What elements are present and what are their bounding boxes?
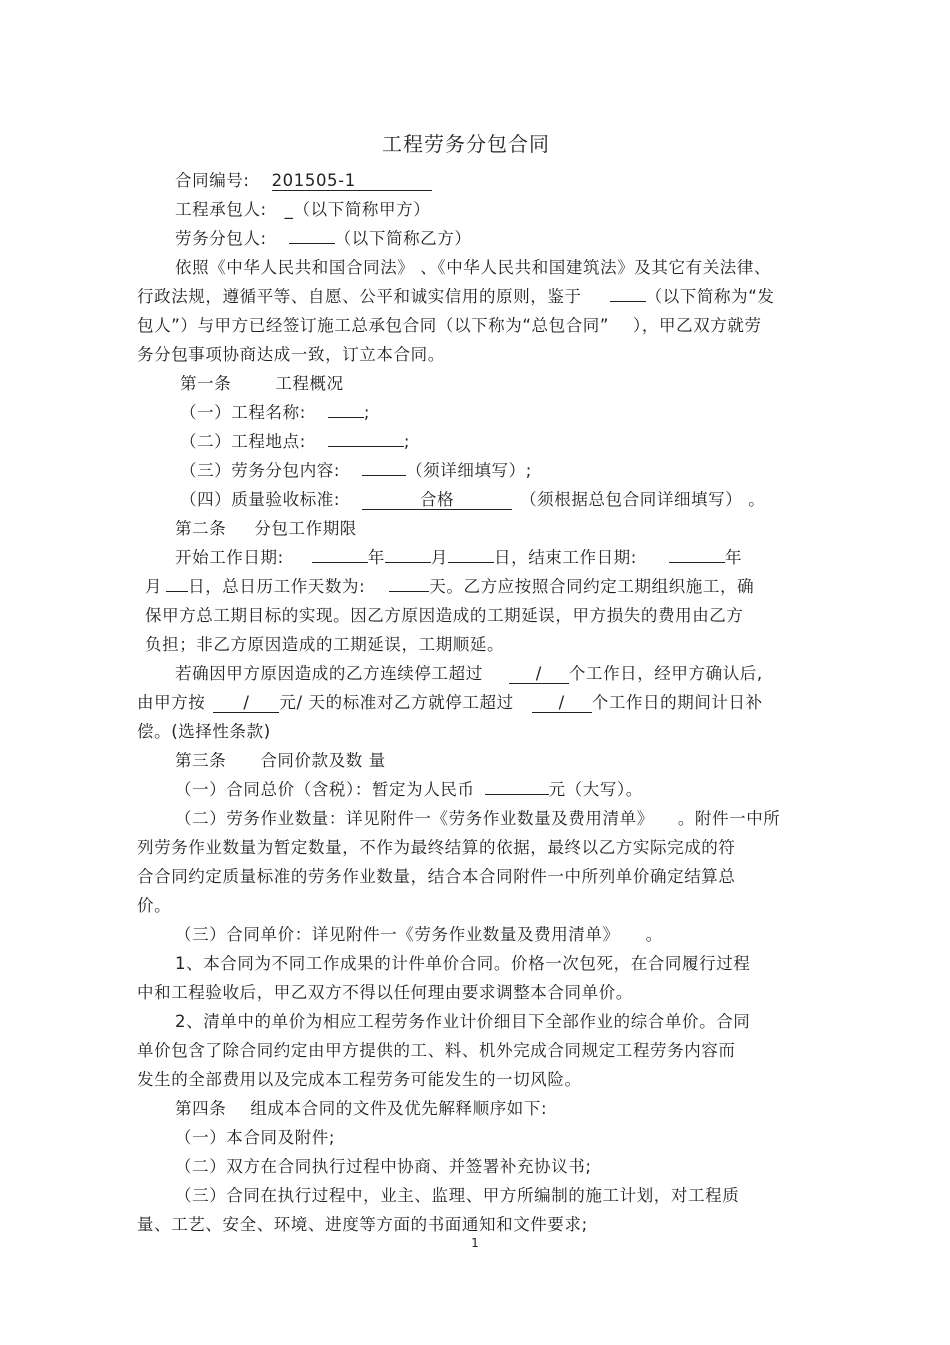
intro-text: 行政法规，遵循平等、自愿、公平和诚实信用的原则，鉴于 — [137, 287, 582, 306]
article-name: 工程概况 — [275, 374, 344, 393]
document-order-item-2: （二）双方在合同执行过程中协商、并签署补充协议书; — [175, 1157, 592, 1176]
document-title: 工程劳务分包合同 — [382, 132, 550, 156]
project-name-blank — [328, 417, 364, 418]
year-unit: 年 — [367, 548, 385, 567]
work-period-line-4: 负担；非乙方原因造成的工期延误，工期顺延。 — [145, 635, 505, 654]
document-order-item-3-line-1: （三）合同在执行过程中，业主、监理、甲方所编制的施工计划，对工程质 — [175, 1186, 740, 1205]
contractor-blank: _ — [284, 200, 294, 219]
stoppage-text: 由甲方按 — [137, 693, 206, 712]
total-price-label: （一）合同总价（含税）：暂定为人民币 — [175, 780, 475, 799]
stoppage-line-3: 偿。(选择性条款) — [137, 722, 271, 741]
quality-standard-value: 合格 — [362, 491, 512, 510]
stoppage-days-blank: / — [509, 665, 569, 684]
intro-text: 包人”）与甲方已经签订施工总承包合同（以下称为“总包合同” — [137, 316, 610, 335]
total-days-label: 日，总日历工作天数为: — [188, 577, 366, 596]
total-price-unit: 元（大写）。 — [548, 780, 643, 799]
article-name: 分包工作期限 — [254, 519, 357, 538]
end-day-blank — [166, 591, 188, 592]
quantity-line-4: 价。 — [137, 896, 172, 915]
punct: 。 — [645, 925, 663, 944]
stoppage-text: 若确因甲方原因造成的乙方连续停工超过 — [175, 664, 483, 683]
contract-no-label: 合同编号: — [175, 171, 250, 190]
stoppage-line-1 — [175, 663, 763, 685]
unit-price-clause-2-line-2: 单价包含了除合同约定由甲方提供的工、料、机外完成合同规定工程劳务内容而 — [137, 1041, 736, 1060]
article-number: 第一条 — [180, 374, 232, 393]
punct: ; — [403, 432, 411, 451]
intro-line-2 — [137, 286, 774, 308]
project-location-line — [180, 431, 410, 453]
work-period-line-1 — [175, 547, 742, 569]
end-year-blank — [669, 562, 725, 563]
unit-price-clause-1-line-1: 1、本合同为不同工作成果的计件单价合同。价格一次包死，在合同履行过程 — [175, 954, 751, 973]
intro-line-1: 依照《中华人民共和国合同法》 、《中华人民共和国建筑法》及其它有关法律、 — [175, 258, 772, 277]
contractor-suffix: （以下简称甲方） — [293, 200, 431, 219]
stoppage-threshold-blank: / — [532, 694, 592, 713]
period-text: 天。乙方应按照合同约定工期组织施工，确 — [429, 577, 755, 596]
project-name-label: （一）工程名称: — [180, 403, 306, 422]
start-date-label: 开始工作日期: — [175, 548, 284, 567]
document-order-item-1: （一）本合同及附件; — [175, 1128, 336, 1147]
issuer-blank — [610, 301, 646, 302]
article-1-heading — [180, 373, 344, 395]
subcontractor-suffix: （以下简称乙方） — [334, 229, 472, 248]
total-days-blank — [389, 591, 429, 592]
month-unit: 月 — [430, 548, 448, 567]
quantity-text: 。附件一中所 — [677, 809, 781, 828]
document-order-item-3-line-2: 量、工艺、安全、环境、进度等方面的书面通知和文件要求; — [137, 1215, 588, 1234]
article-name: 合同价款及数 量 — [260, 751, 386, 770]
punct: ; — [363, 403, 371, 422]
quality-standard-note: （须根据总包合同详细填写） 。 — [520, 490, 766, 509]
unit-price-clause-1-line-2: 中和工程验收后，甲乙双方不得以任何理由要求调整本合同单价。 — [137, 983, 633, 1002]
contract-no-value: 201505-1 — [272, 172, 432, 191]
start-month-blank — [385, 562, 431, 563]
work-period-line-3: 保甲方总工期目标的实现。因乙方原因造成的工期延误，甲方损失的费用由乙方 — [145, 606, 744, 625]
project-name-line — [180, 402, 370, 424]
intro-text: （以下简称为“发 — [645, 287, 775, 306]
work-period-line-2 — [145, 576, 754, 598]
start-year-blank — [312, 562, 368, 563]
unit-price-clause-2-line-1: 2、清单中的单价为相应工程劳务作业计价细目下全部作业的综合单价。合同 — [175, 1012, 751, 1031]
stoppage-text: 个工作日的期间计日补 — [591, 693, 763, 712]
subcontractor-blank — [289, 243, 335, 244]
subcontractor-line — [175, 228, 471, 250]
page-number: 1 — [471, 1236, 479, 1250]
labor-content-blank — [362, 475, 406, 476]
quantity-text: （二）劳务作业数量：详见附件一《劳务作业数量及费用清单》 — [175, 809, 654, 828]
article-number: 第四条 — [175, 1099, 227, 1118]
intro-line-3 — [137, 315, 762, 337]
article-3-heading — [175, 750, 386, 772]
contractor-label: 工程承包人: — [175, 200, 267, 219]
labor-content-label: （三）劳务分包内容: — [180, 461, 341, 480]
project-location-label: （二）工程地点: — [180, 432, 306, 451]
unit-price-clause-2-line-3: 发生的全部费用以及完成本工程劳务可能发生的一切风险。 — [137, 1070, 582, 1089]
year-unit: 年 — [724, 548, 743, 567]
intro-line-4: 务分包事项协商达成一致，订立本合同。 — [137, 345, 445, 364]
quantity-line-1 — [175, 808, 780, 830]
total-price-line — [175, 779, 643, 801]
quality-standard-line — [180, 489, 765, 511]
stoppage-text: 元/ 天的标准对乙方就停工超过 — [279, 693, 514, 712]
project-location-blank — [328, 446, 404, 447]
labor-content-note: （须详细填写）; — [406, 461, 532, 480]
article-name: 组成本合同的文件及优先解释顺序如下: — [250, 1099, 548, 1118]
quantity-line-3: 合合同约定质量标准的劳务作业数量，结合本合同附件一中所列单价确定结算总 — [137, 867, 736, 886]
day-unit: 日， — [493, 548, 529, 567]
end-date-label: 结束工作日期: — [528, 548, 637, 567]
quality-standard-label: （四）质量验收标准: — [180, 490, 341, 509]
quantity-line-2: 列劳务作业数量为暂定数量，不作为最终结算的依据，最终以乙方实际完成的符 — [137, 838, 736, 857]
article-number: 第二条 — [175, 519, 227, 538]
stoppage-line-2 — [137, 692, 763, 714]
article-4-heading — [175, 1098, 547, 1120]
stoppage-text: 个工作日，经甲方确认后, — [568, 664, 763, 683]
labor-content-line — [180, 460, 532, 482]
unit-price-line — [175, 924, 663, 946]
unit-price-text: （三）合同单价：详见附件一《劳务作业数量及费用清单》 — [175, 925, 620, 944]
article-number: 第三条 — [175, 751, 227, 770]
subcontractor-label: 劳务分包人: — [175, 229, 267, 248]
article-2-heading — [175, 518, 357, 540]
daily-rate-blank: / — [213, 694, 279, 713]
intro-text: ），甲乙双方就劳 — [633, 316, 762, 335]
total-price-blank — [485, 794, 549, 795]
contract-no-line — [175, 170, 432, 192]
month-unit: 月 — [145, 577, 163, 596]
contractor-line — [175, 199, 430, 221]
start-day-blank — [448, 562, 494, 563]
